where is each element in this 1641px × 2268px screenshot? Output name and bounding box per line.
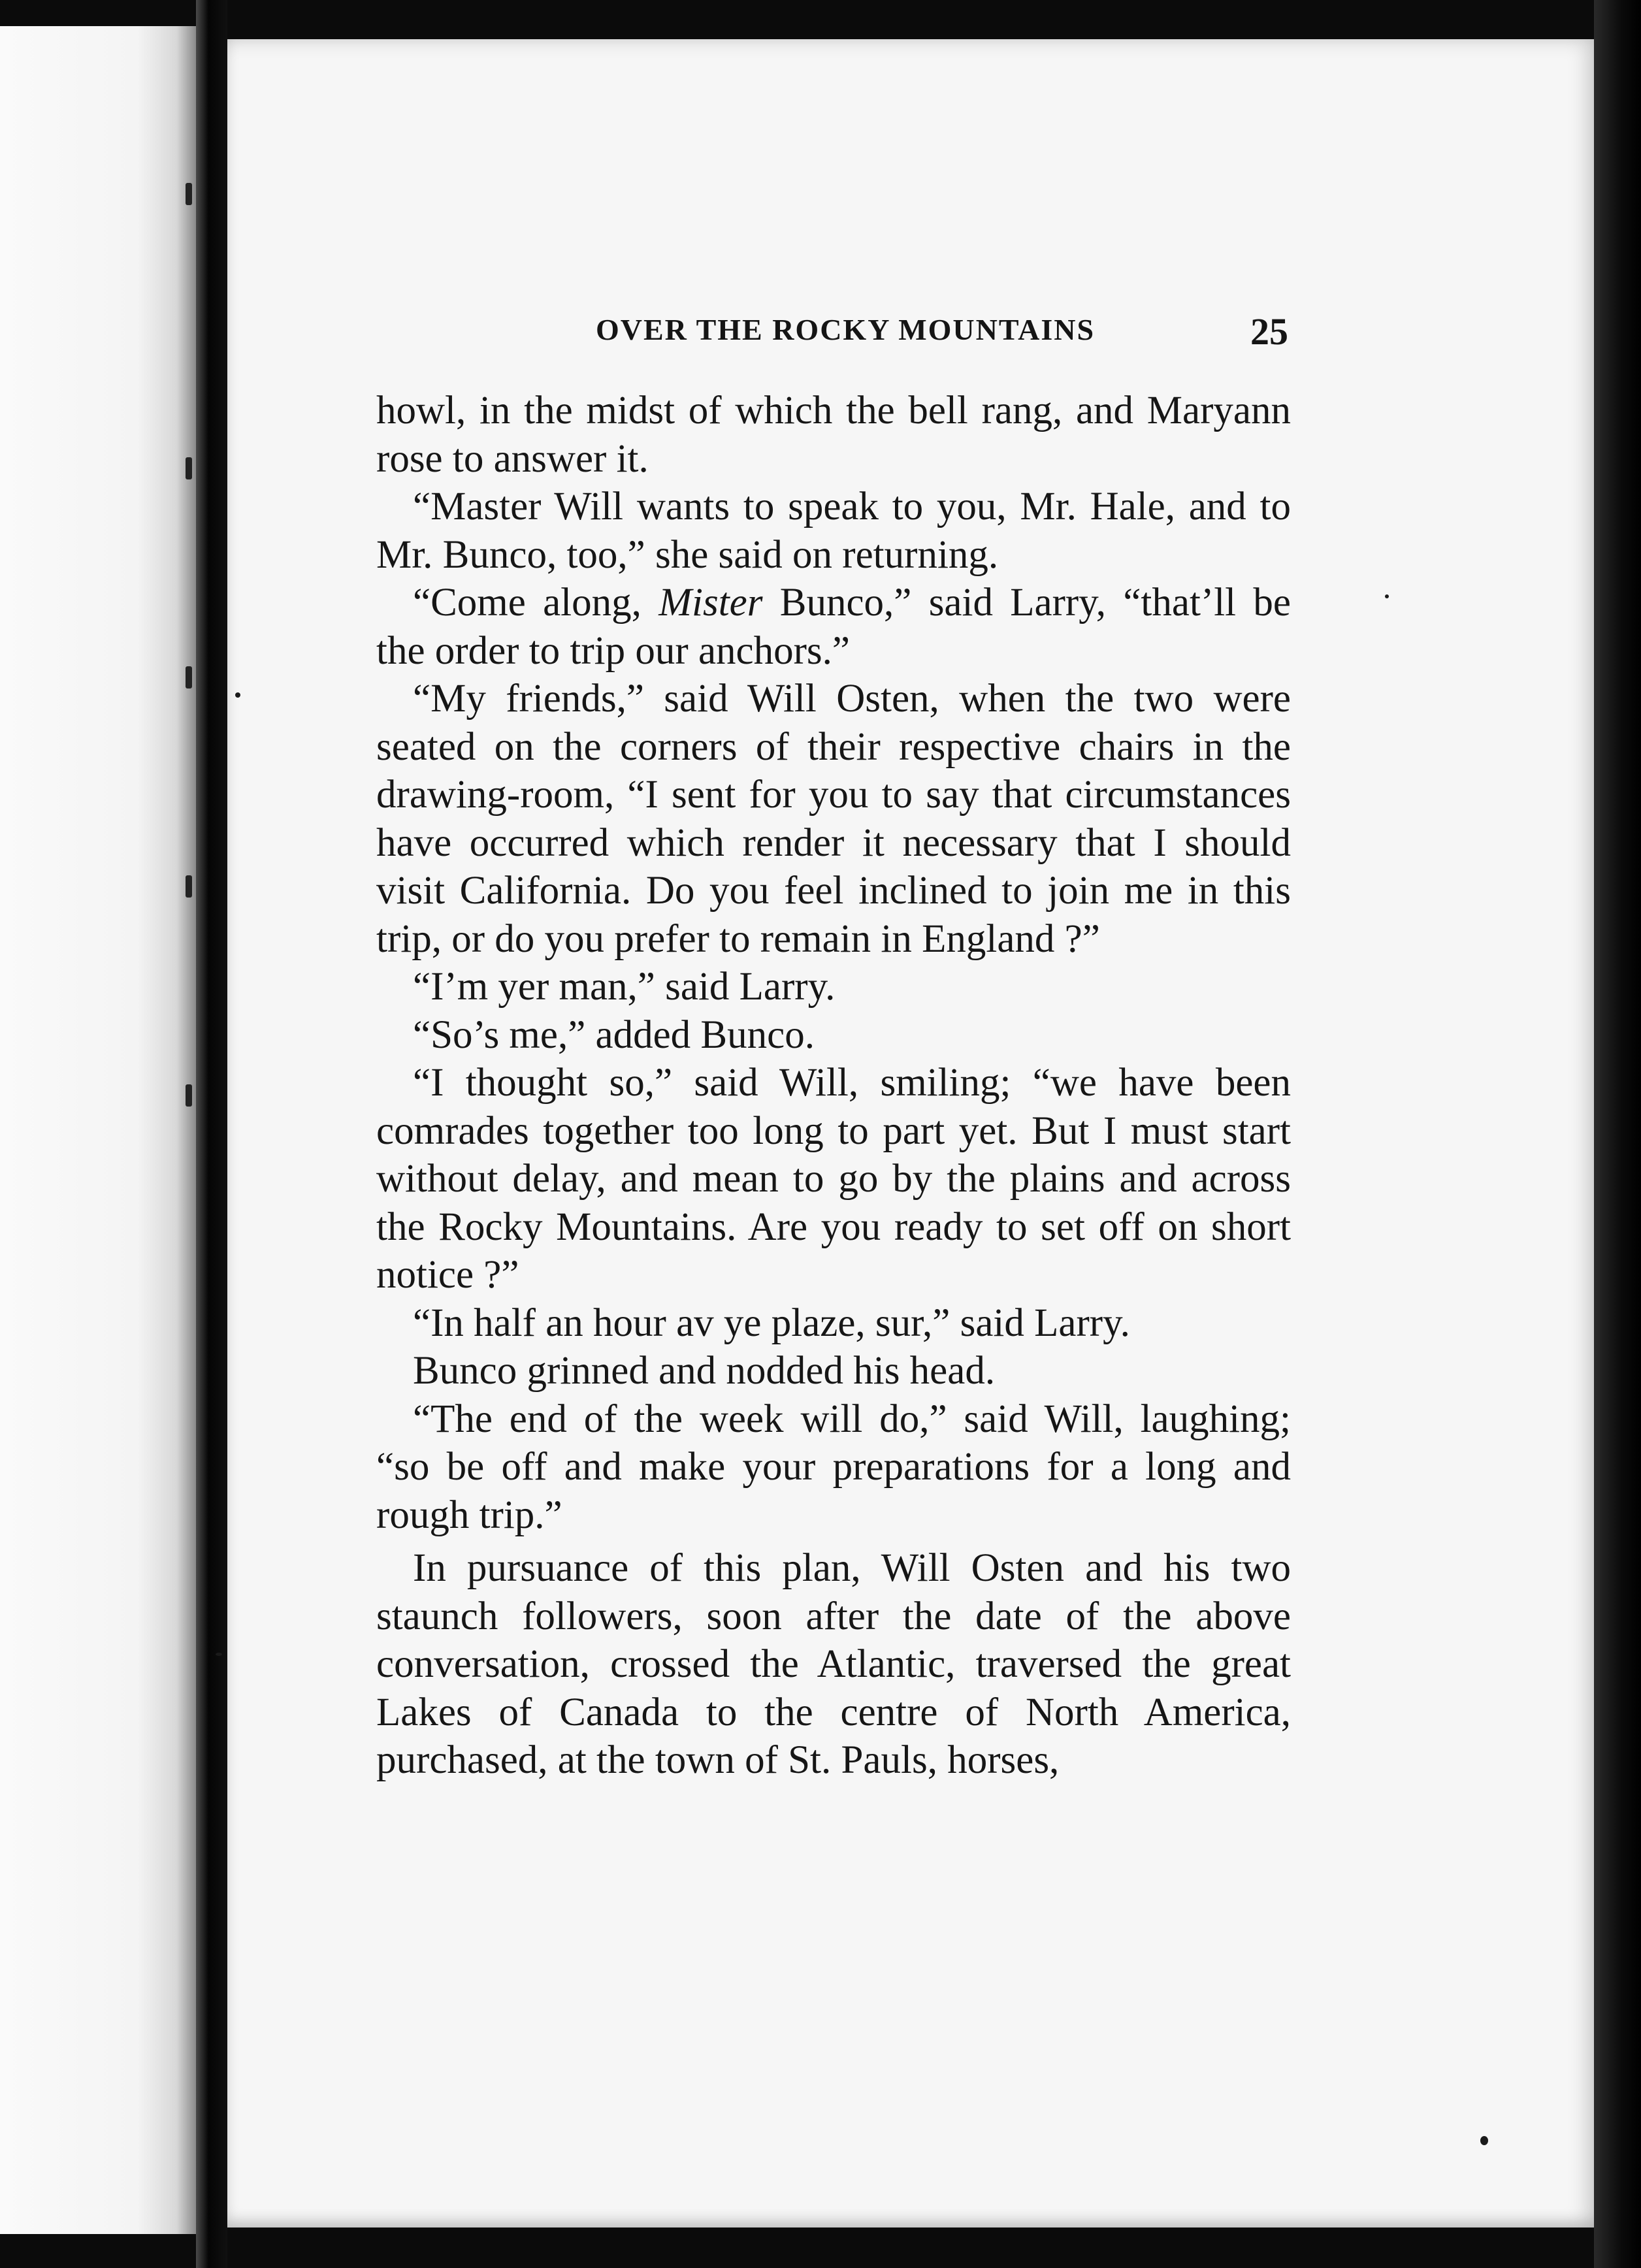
body-text [376, 387, 1291, 1785]
paragraph: Bunco grinned and nodded his head. [413, 1349, 996, 1393]
paragraph: “So’s me,” added Bunco. [413, 1012, 815, 1057]
paragraph: In pursuance of this plan, Will Osten and his two staunch followers, soon after the date of the above conversation, crossed the Atlantic, traversed the great Lakes of Canada to the centre of North America, purchased, at the town of St. Pauls, horses, [376, 1546, 1291, 1782]
edge-mark [186, 1084, 192, 1107]
print-speck [216, 1653, 222, 1656]
edge-mark [186, 666, 192, 688]
paragraph: “Master Will wants to speak to you, Mr. Hale, and to Mr. Bunco, too,” she said on returning. [376, 485, 1291, 577]
adjacent-page-edge [0, 26, 196, 2234]
edge-mark [186, 183, 192, 205]
paragraph: “The end of the week will do,” said Will, laughing; “so be off and make your preparations for a long and rough trip.” [376, 1397, 1291, 1537]
page-right-edge [1594, 0, 1641, 2268]
italic-emphasis: Mister [658, 581, 763, 624]
print-speck [1385, 594, 1389, 598]
paragraph: “I’m yer man,” said Larry. [413, 965, 836, 1009]
paragraph: “Come along, Mister Bunco,” said Larry, “that’ll be the order to trip our anchors.” [376, 581, 1291, 673]
paragraph: “In half an hour av ye plaze, sur,” said Larry. [413, 1301, 1130, 1345]
book-gutter [196, 0, 227, 2268]
running-head [374, 312, 1288, 358]
print-speck [1480, 2136, 1488, 2145]
running-title: OVER THE ROCKY MOUNTAINS [596, 313, 1096, 346]
paragraph: howl, in the midst of which the bell rang, and Maryann rose to answer it. [376, 389, 1291, 481]
paragraph: “My friends,” said Will Osten, when the two were seated on the corners of their respective chairs in the drawing-room, “I sent for you to say that circumstances have occurred which render it necessary that I should visit California. Do you feel inclined to join me in this trip, or do you prefer to remain in England ?” [376, 677, 1291, 961]
page-number: 25 [1250, 310, 1288, 353]
paragraph: “I thought so,” said Will, smiling; “we have been comrades together too long to part yet. But I must start without delay, and mean to go by the plains and across the Rocky Mountains. Are you ready to set off on short notice ?” [376, 1061, 1291, 1297]
edge-mark [186, 875, 192, 898]
print-speck [235, 692, 240, 698]
edge-mark [186, 457, 192, 479]
